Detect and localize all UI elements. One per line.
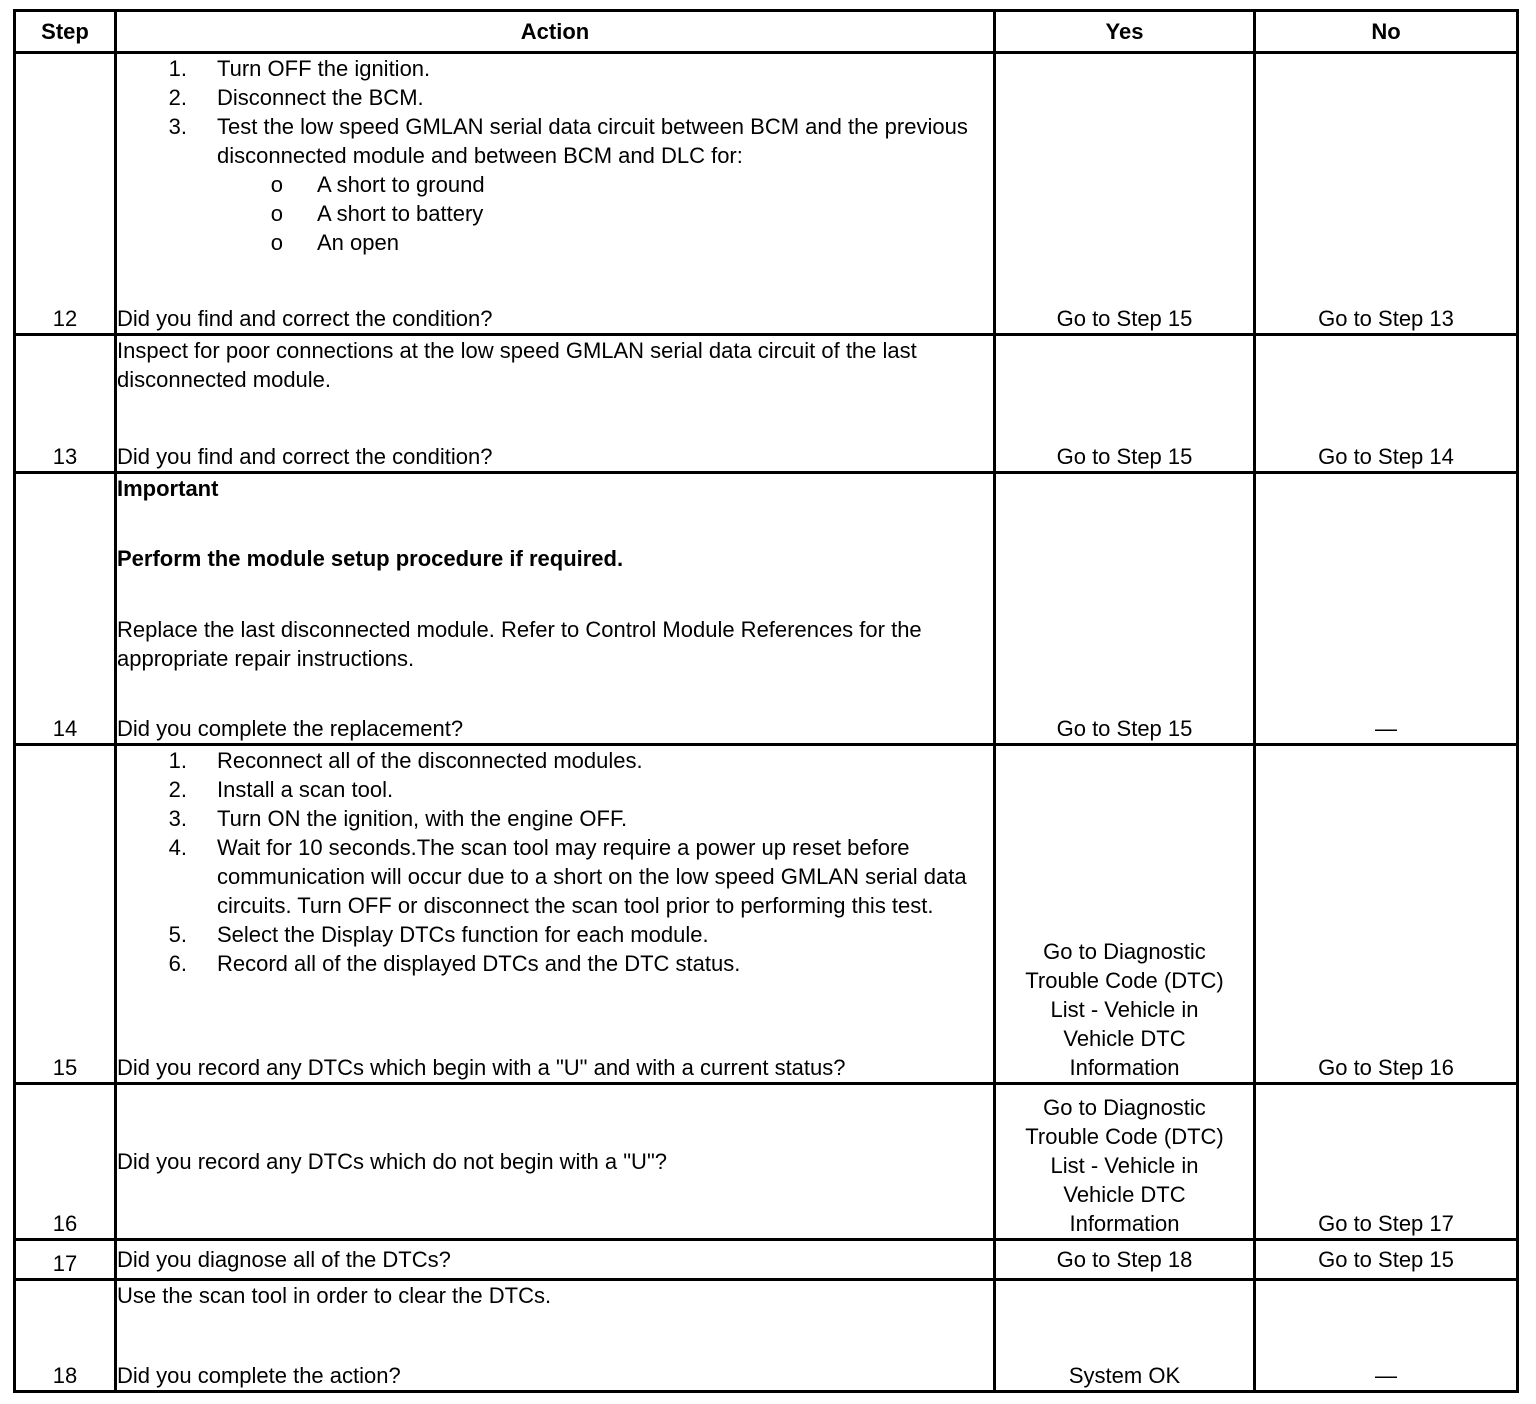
no-result: Go to Step 15 — [1255, 1240, 1518, 1280]
table-row-step-16 — [15, 1084, 1518, 1240]
no-result: — — [1255, 1280, 1518, 1392]
list-item: 4. Wait for 10 seconds.The scan tool may require a power up reset before communication will occur due to a short on the low speed GMLAN serial data circuits. Turn OFF or disconnect the scan tool prior to performing this test. — [168, 835, 967, 918]
instruction-text: Inspect for poor connections at the low speed GMLAN serial data circuit of the last disconnected module. — [117, 338, 917, 392]
list-item: o A short to ground — [270, 172, 485, 197]
step-number: 15 — [15, 745, 116, 1084]
instruction-text: Replace the last disconnected module. Refer to Control Module References for the appropriate repair instructions. — [117, 616, 922, 671]
action-cell — [116, 473, 995, 745]
action-cell — [116, 1240, 995, 1280]
list-item: 3. Test the low speed GMLAN serial data circuit between BCM and the previous disconnected module and between BCM and DLC for: — [168, 114, 968, 168]
list-item: 5. Select the Display DTCs function for each module. — [168, 922, 709, 947]
list-item: o A short to battery — [270, 201, 484, 226]
action-cell — [116, 335, 995, 473]
header-action: Action — [116, 11, 995, 53]
question-text: Did you find and correct the condition? — [117, 444, 493, 469]
question-text: Did you find and correct the condition? — [117, 306, 493, 331]
step-number: 17 — [15, 1240, 116, 1280]
action-cell — [116, 53, 995, 335]
yes-result: Go to Step 18 — [995, 1240, 1255, 1280]
step-number: 13 — [15, 335, 116, 473]
step-number: 12 — [15, 53, 116, 335]
instruction-text: Use the scan tool in order to clear the DTCs. — [117, 1283, 552, 1308]
list-item: 1. Reconnect all of the disconnected modules. — [168, 748, 643, 773]
action-cell — [116, 745, 995, 1084]
important-label: Important — [117, 476, 219, 501]
table-row-step-17 — [15, 1240, 1518, 1280]
header-yes: Yes — [995, 11, 1255, 53]
table-row-step-14 — [15, 473, 1518, 745]
no-result: Go to Step 14 — [1255, 335, 1518, 473]
action-cell — [116, 1084, 995, 1240]
question-text: Did you diagnose all of the DTCs? — [117, 1247, 451, 1272]
no-result: Go to Step 13 — [1255, 53, 1518, 335]
list-item: 6. Record all of the displayed DTCs and the DTC status. — [168, 951, 741, 976]
numbered-list — [117, 54, 993, 170]
sub-bullet-list — [117, 170, 993, 257]
yes-result: Go to Step 15 — [995, 53, 1255, 335]
yes-result: Go to Step 15 — [995, 335, 1255, 473]
table-row-step-15 — [15, 745, 1518, 1084]
list-item: 2. Disconnect the BCM. — [168, 85, 424, 110]
step-number: 14 — [15, 473, 116, 745]
no-result: Go to Step 16 — [1255, 745, 1518, 1084]
question-text: Did you complete the action? — [117, 1363, 401, 1388]
yes-result: Go to Step 15 — [995, 473, 1255, 745]
list-item: 1. Turn OFF the ignition. — [168, 56, 431, 81]
table-row-step-12 — [15, 53, 1518, 335]
header-no: No — [1255, 11, 1518, 53]
question-text: Did you record any DTCs which begin with a "U" and with a current status? — [117, 1055, 846, 1080]
no-result: Go to Step 17 — [1255, 1084, 1518, 1240]
list-item: 2. Install a scan tool. — [168, 777, 394, 802]
important-note: Perform the module setup procedure if required. — [117, 546, 624, 572]
action-cell — [116, 1280, 995, 1392]
table-row-step-13 — [15, 335, 1518, 473]
header-row — [15, 11, 1518, 53]
table-row-step-18 — [15, 1280, 1518, 1392]
diagnostic-table — [13, 9, 1519, 1393]
numbered-list — [117, 746, 993, 978]
list-item: 3. Turn ON the ignition, with the engine OFF. — [168, 806, 628, 831]
no-result: — — [1255, 473, 1518, 745]
question-text: Did you complete the replacement? — [117, 715, 464, 741]
question-text: Did you record any DTCs which do not begin with a "U"? — [117, 1149, 667, 1174]
step-number: 18 — [15, 1280, 116, 1392]
yes-result: System OK — [995, 1280, 1255, 1392]
yes-result: Go to Diagnostic Trouble Code (DTC) List - Vehicle in Vehicle DTC Information — [995, 1084, 1255, 1240]
list-item: o An open — [270, 230, 399, 255]
header-step: Step — [15, 11, 116, 53]
step-number: 16 — [15, 1084, 116, 1240]
yes-result: Go to Diagnostic Trouble Code (DTC) List - Vehicle in Vehicle DTC Information — [995, 745, 1255, 1084]
